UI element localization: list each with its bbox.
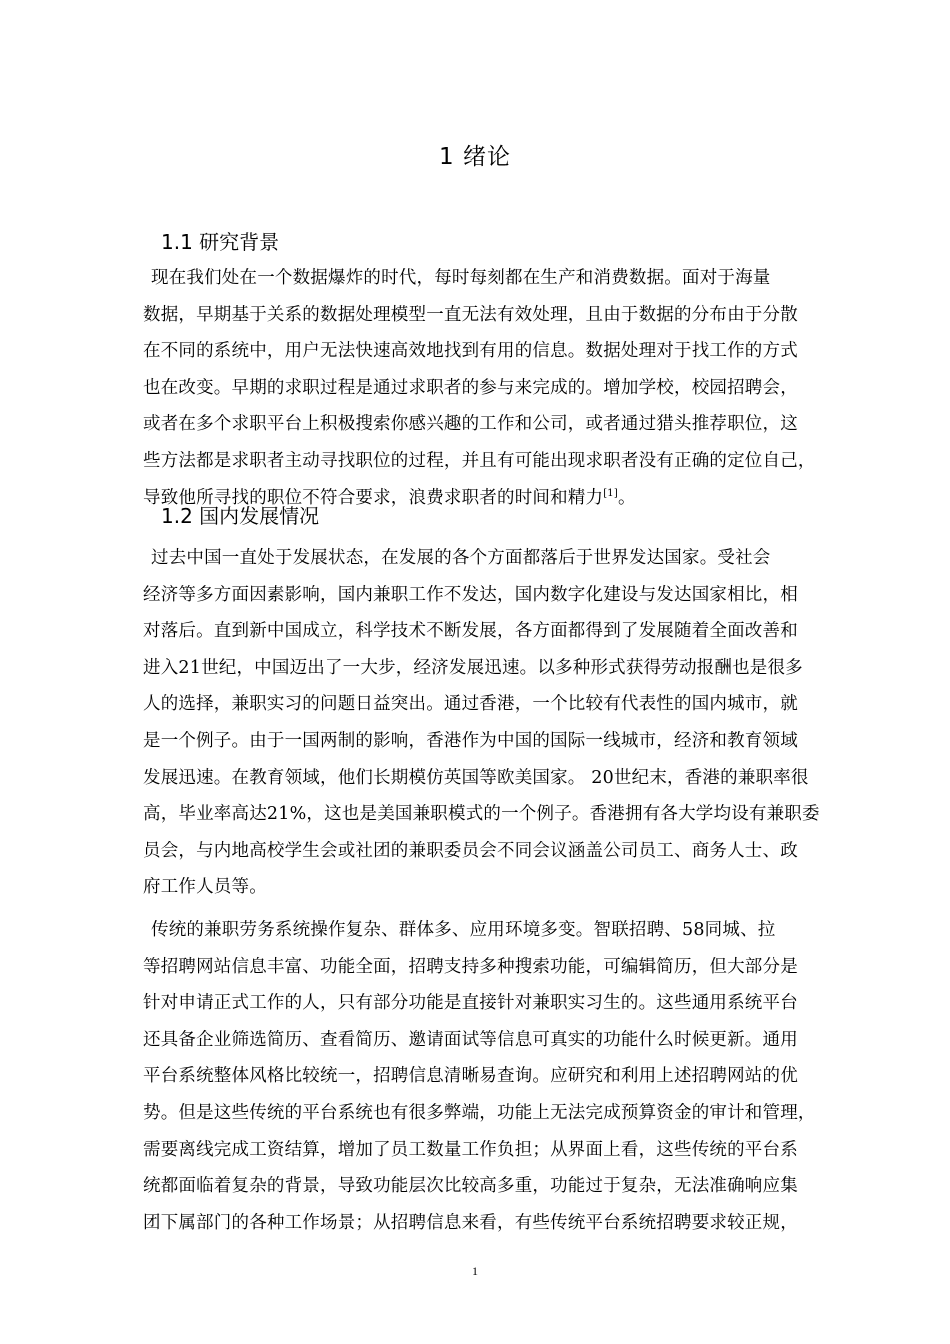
text-line: 数据，早期基于关系的数据处理模型一直无法有效处理，且由于数据的分布由于分散 bbox=[143, 304, 798, 325]
citation-reference: [1] bbox=[603, 487, 618, 499]
text-line: 是一个例子。由于一国两制的影响，香港作为中国的国际一线城市，经济和教育领域 bbox=[143, 730, 798, 751]
text-line: 势。但是这些传统的平台系统也有很多弊端，功能上无法完成预算资金的审计和管理， bbox=[143, 1102, 816, 1123]
paragraph-traditional-systems bbox=[143, 912, 823, 1241]
text-line: 在不同的系统中，用户无法快速高效地找到有用的信息。数据处理对于找工作的方式 bbox=[143, 341, 798, 362]
text-line: 还具备企业筛选简历、查看简历、邀请面试等信息可真实的功能什么时候更新。通用 bbox=[143, 1029, 798, 1050]
text-line: 员会，与内地高校学生会或社团的兼职委员会不同会议涵盖公司员工、商务人士、政 bbox=[143, 840, 798, 861]
text-line: 平台系统整体风格比较统一，招聘信息清晰易查询。应研究和利用上述招聘网站的优 bbox=[143, 1066, 798, 1087]
paragraph-domestic-development bbox=[143, 540, 823, 906]
text-line: 团下属部门的各种工作场景；从招聘信息来看，有些传统平台系统招聘要求较正规， bbox=[143, 1212, 798, 1233]
text-line: 人的选择，兼职实习的问题日益突出。通过香港，一个比较有代表性的国内城市，就 bbox=[143, 694, 798, 715]
text-line: 针对申请正式工作的人，只有部分功能是直接针对兼职实习生的。这些通用系统平台 bbox=[143, 993, 798, 1014]
text-line: 等招聘网站信息丰富、功能全面，招聘支持多种搜索功能，可编辑简历，但大部分是 bbox=[143, 956, 798, 977]
text-line: 统都面临着复杂的背景，导致功能层次比较高多重，功能过于复杂，无法准确响应集 bbox=[143, 1176, 798, 1197]
section-title-1-1: 1.1 研究背景 bbox=[161, 230, 280, 254]
text-line: 也在改变。早期的求职过程是通过求职者的参与来完成的。增加学校，校园招聘会， bbox=[143, 377, 798, 398]
text-line: 经济等多方面因素影响，国内兼职工作不发达，国内数字化建设与发达国家相比，相 bbox=[143, 584, 798, 605]
text-segment: 导致他所寻找的职位不符合要求，浪费求职者的时间和精力 bbox=[143, 487, 604, 508]
text-line: 发展迅速。在教育领域，他们长期模仿英国等欧美国家。 20世纪末，香港的兼职率很 bbox=[143, 767, 809, 788]
page-number: 1 bbox=[472, 1264, 478, 1278]
chapter-title: 1 绪论 bbox=[439, 144, 511, 170]
text-line: 现在我们处在一个数据爆炸的时代，每时每刻都在生产和消费数据。面对于海量 bbox=[151, 268, 771, 288]
text-segment: 。 bbox=[617, 487, 636, 508]
text-line: 府工作人员等。 bbox=[143, 877, 267, 898]
text-line: 对落后。直到新中国成立，科学技术不断发展，各方面都得到了发展随着全面改善和 bbox=[143, 621, 798, 642]
text-line: 进入21世纪，中国迈出了一大步，经济发展迅速。以多种形式获得劳动报酬也是很多 bbox=[143, 657, 803, 678]
text-line: 些方法都是求职者主动寻找职位的过程，并且有可能出现求职者没有正确的定位自己， bbox=[143, 450, 816, 471]
paragraph-research-background bbox=[143, 260, 823, 516]
text-line: 过去中国一直处于发展状态，在发展的各个方面都落后于世界发达国家。受社会 bbox=[151, 548, 771, 568]
text-line: 传统的兼职劳务系统操作复杂、群体多、应用环境多变。智联招聘、58同城、拉 bbox=[151, 920, 776, 940]
section-title-1-2: 1.2 国内发展情况 bbox=[161, 504, 320, 528]
text-line: 或者在多个求职平台上积极搜索你感兴趣的工作和公司，或者通过猎头推荐职位，这 bbox=[143, 414, 798, 435]
text-line: 高，毕业率高达21%，这也是美国兼职模式的一个例子。香港拥有各大学均设有兼职委 bbox=[143, 804, 820, 825]
text-line: 需要离线完成工资结算，增加了员工数量工作负担；从界面上看，这些传统的平台系 bbox=[143, 1139, 798, 1160]
